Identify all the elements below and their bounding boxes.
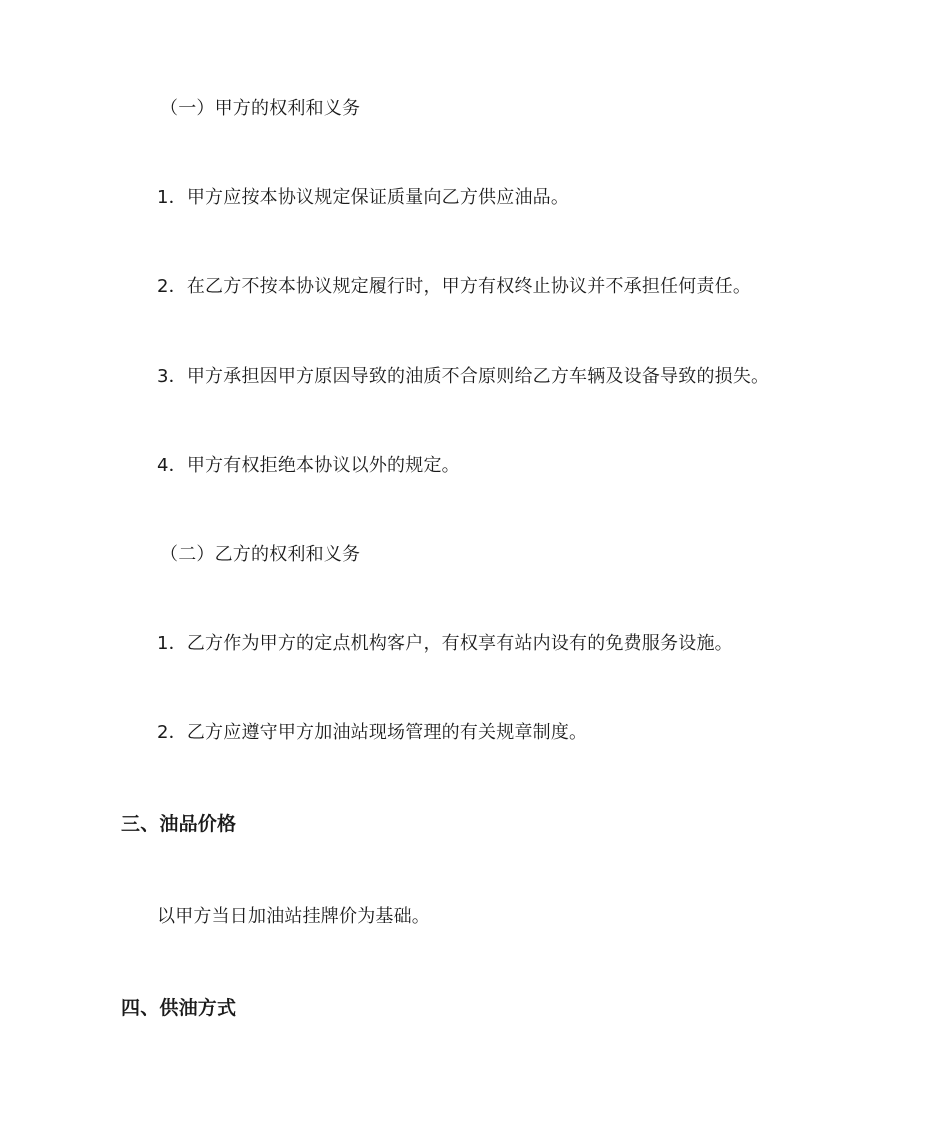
oil-price-paragraph: 以甲方当日加油站挂牌价为基础。 <box>157 906 430 927</box>
party-a-item-1: 1．甲方应按本协议规定保证质量向乙方供应油品。 <box>157 187 570 208</box>
subsection-title-party-a: （一）甲方的权利和义务 <box>160 98 361 119</box>
subsection-title-party-b: （二）乙方的权利和义务 <box>160 544 361 565</box>
section-heading-oil-price: 三、油品价格 <box>121 813 237 835</box>
party-a-item-2: 2．在乙方不按本协议规定履行时，甲方有权终止协议并不承担任何责任。 <box>157 276 752 297</box>
party-a-item-3: 3．甲方承担因甲方原因导致的油质不合原则给乙方车辆及设备导致的损失。 <box>157 366 770 387</box>
party-a-item-4: 4．甲方有权拒绝本协议以外的规定。 <box>157 455 460 476</box>
party-b-item-1: 1．乙方作为甲方的定点机构客户，有权享有站内设有的免费服务设施。 <box>157 633 733 654</box>
section-heading-supply-method: 四、供油方式 <box>121 997 237 1019</box>
party-b-item-2: 2．乙方应遵守甲方加油站现场管理的有关规章制度。 <box>157 722 588 743</box>
